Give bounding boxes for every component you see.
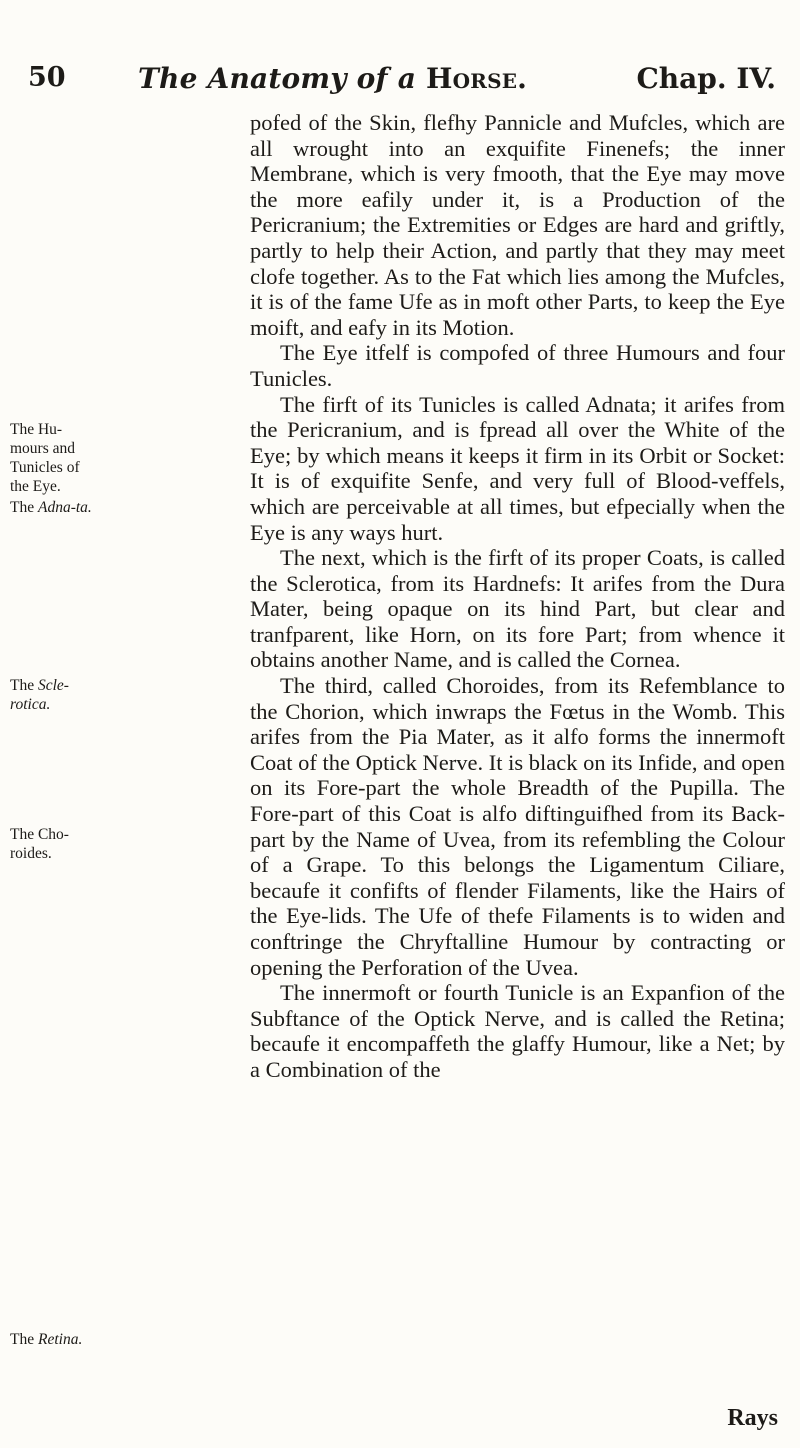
page-number: 50 [28, 62, 66, 93]
running-title-text: The Anatomy of a [138, 62, 426, 95]
page-header [28, 62, 788, 102]
margin-note-text: The [10, 499, 38, 516]
paragraph: The next, which is the firft of its proper Coats, is called the Sclerotica, from its Hardnefs: It arifes from the Dura Mater, being opaque on its hind Part, but clear and tranfparent, like Horn, on its fore Part; from whence it obtains another Name, and is called the Cornea. [250, 545, 785, 673]
margin-note-italic: Scle-rotica. [10, 677, 69, 713]
paragraph: The firft of its Tunicles is called Adnata; it arifes from the Pericranium, and is fpread all over the White of the Eye; by which means it keeps it firm in its Orbit or Socket: It is of exquifite Senfe, and very full of Blood-veffels, which are perceivable at all times, but efpecially when the Eye is any ways hurt. [250, 391, 785, 545]
margin-note-italic: Adna-ta. [37, 499, 92, 516]
running-title-horse: Horse. [426, 62, 528, 95]
margin-note-sclerotica [10, 676, 96, 714]
margin-note-adnata [10, 498, 96, 517]
margin-note-retina [10, 1330, 96, 1349]
chapter-label: Chap. IV. [636, 62, 776, 95]
margin-note-choroides [10, 825, 96, 863]
paragraph: The third, called Choroides, from its Refemblance to the Chorion, which inwraps the Fœtus in the Womb. This arifes from the Pia Mater, as it alfo forms the innermoft Coat of the Optick Nerve. It is black on its Infide, and open on its Fore-part the whole Breadth of the Pupilla. The Fore-part of this Coat is alfo diftinguifhed from its Back-part by the Name of Uvea, from its refembling the Colour of a Grape. To this belongs the Ligamentum Ciliare, becaufe it confifts of flender Filaments, like the Hairs of the Eye-lids. The Ufe of thefe Filaments is to widen and conftringe the Chryftalline Humour by contracting or opening the Perforation of the Uvea. [250, 673, 785, 980]
body-text [250, 110, 785, 1083]
margin-note-italic: Retina. [37, 1331, 83, 1348]
margin-note-text: The Cho-roides. [10, 826, 69, 862]
margin-note-humours [10, 420, 96, 496]
paragraph: pofed of the Skin, flefhy Pannicle and Mufcles, which are all wrought into an exquifite Finenefs; the inner Membrane, which is very fmooth, that the Eye may move the more eafily under it, is a Production of the Pericranium; the Extremities or Edges are hard and griftly, partly to help their Action, and partly that they may meet clofe together. As to the Fat which lies among the Mufcles, it is of the fame Ufe as in moft other Parts, to keep the Eye moift, and eafy in its Motion. [250, 110, 785, 340]
running-title [138, 62, 527, 95]
margin-note-text: The [10, 677, 38, 694]
paragraph: The Eye itfelf is compofed of three Humours and four Tunicles. [250, 340, 785, 391]
catchword: Rays [727, 1405, 778, 1431]
margin-note-text: The [10, 1331, 38, 1348]
paragraph: The innermoft or fourth Tunicle is an Expanfion of the Subftance of the Optick Nerve, and is called the Retina; becaufe it encompaffeth the glaffy Humour, like a Net; by a Combination of the [250, 980, 785, 1082]
margin-note-text: The Hu-mours and Tunicles of the Eye. [10, 421, 80, 495]
